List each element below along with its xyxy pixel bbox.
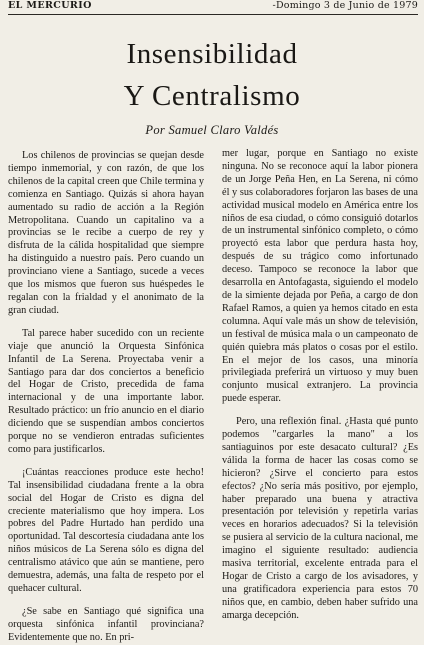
headline-line-1: Insensibilidad <box>126 38 298 70</box>
paragraph: Tal parece haber sucedido con un reciente viaje que anunció la Orquesta Sinfónica Infantil de La Serena. Proyectaba venir a Santiago para dar dos conciertos a beneficio del Hogar de Cristo, precedida de fama internacional y de una importante labor. Resultado práctico: un frío anuncio en el diario diciendo que se suspendían ambos conciertos porque no se vendieron entradas suficientes como para justificarlos. <box>8 327 204 455</box>
headline-line-2: Y Centralismo <box>123 80 301 112</box>
paragraph: mer lugar, porque en Santiago no existe ninguna. No se reconoce aquí la labor pionera de un Jorge Peña Hen, en La Serena, ni cómo él y sus colaboradores forjaron las bases de una actividad musical modelo en América entre los niños de esa ciudad, o cómo consiguió dotarlos de un instrumental sinfónico completo, o cómo proyectó esta labor que perdura hasta hoy, después de su trágico como infortunado deceso. Tampoco se reconoce la labor que desarrolla en Antofagasta, siguiendo el modelo de la simiente dejada por Peña, a cargo de don Rafael Ramos, a quien ya hemos citado en esta columna. Aquí vale más un show de televisión, un festival de música mala o un campeonato de quién quiebra más platos o cosas por el estilo. En el mejor de los casos, una minoría privilegiada preferirá un virtuoso y muy buen conjunto musical extranjero. La provincia puede esperar. <box>222 148 418 405</box>
publication-date: -Domingo 3 de Junio de 1979 <box>272 0 418 11</box>
paragraph: Pero, una reflexión final. ¿Hasta qué punto podemos "cargarles la mano" a los santiaguinos por este desacato cultural? ¿Es válida la forma de hacer las cosas como se hicieron? ¿Sirve el concierto para estos efectos? ¿No sería más positivo, por ejemplo, haber preparado una buena y atractiva presentación por televisión y repetirla varias veces en horarios adecuados? Si la televisión se pusiera al servicio de la cultura nacional, me imagino el siguiente resultado: audiencia masiva territorial, excelente entrada para el Hogar de Cristo a cargo de los avisadores, y una gratificadora experiencia para estos 70 niños que, en cambio, deben haber sufrido una amarga decepción. <box>222 416 418 621</box>
right-column <box>222 148 418 623</box>
byline: Por Samuel Claro Valdés <box>145 123 279 137</box>
masthead <box>8 0 418 14</box>
paragraph: ¿Se sabe en Santiago qué significa una orquesta sinfónica infantil provinciana? Evidentemente que no. En pri- <box>8 605 204 643</box>
paragraph: ¡Cuántas reacciones produce este hecho! Tal insensibilidad ciudadana frente a la obra social del Hogar de Cristo es digna del creciente materialismo que hoy impera. Los pobres del Padre Hurtado han perdido una oportunidad. Tal descortesía ciudadana ante los niños músicos de La Serena sólo es digna del centralismo atávico que aún se mantiene, pero demuestra, además, una falta de respeto por el quehacer cultural. <box>8 466 204 594</box>
newspaper-name: EL MERCURIO <box>8 0 92 11</box>
paragraph: Los chilenos de provincias se quejan desde tiempo inmemorial, y con razón, de que los chilenos de la capital creen que Chile termina y comienza en Santiago. Quizás si ahora hayan aumentado su radio de acción a la Región Metropolitana. Cuando un capitalino va a provincias se le recibe a cuerpo de rey y disfruta de la cálida hospitalidad que siempre ha distinguido a nuestro país. Pero cuando un provinciano viene a Santiago, sucede a veces que los mismos que fueron sus huéspedes le regalan con la frialdad y el anonimato de la gran ciudad. <box>8 150 204 316</box>
left-column <box>8 150 204 645</box>
masthead-rule <box>8 14 418 15</box>
